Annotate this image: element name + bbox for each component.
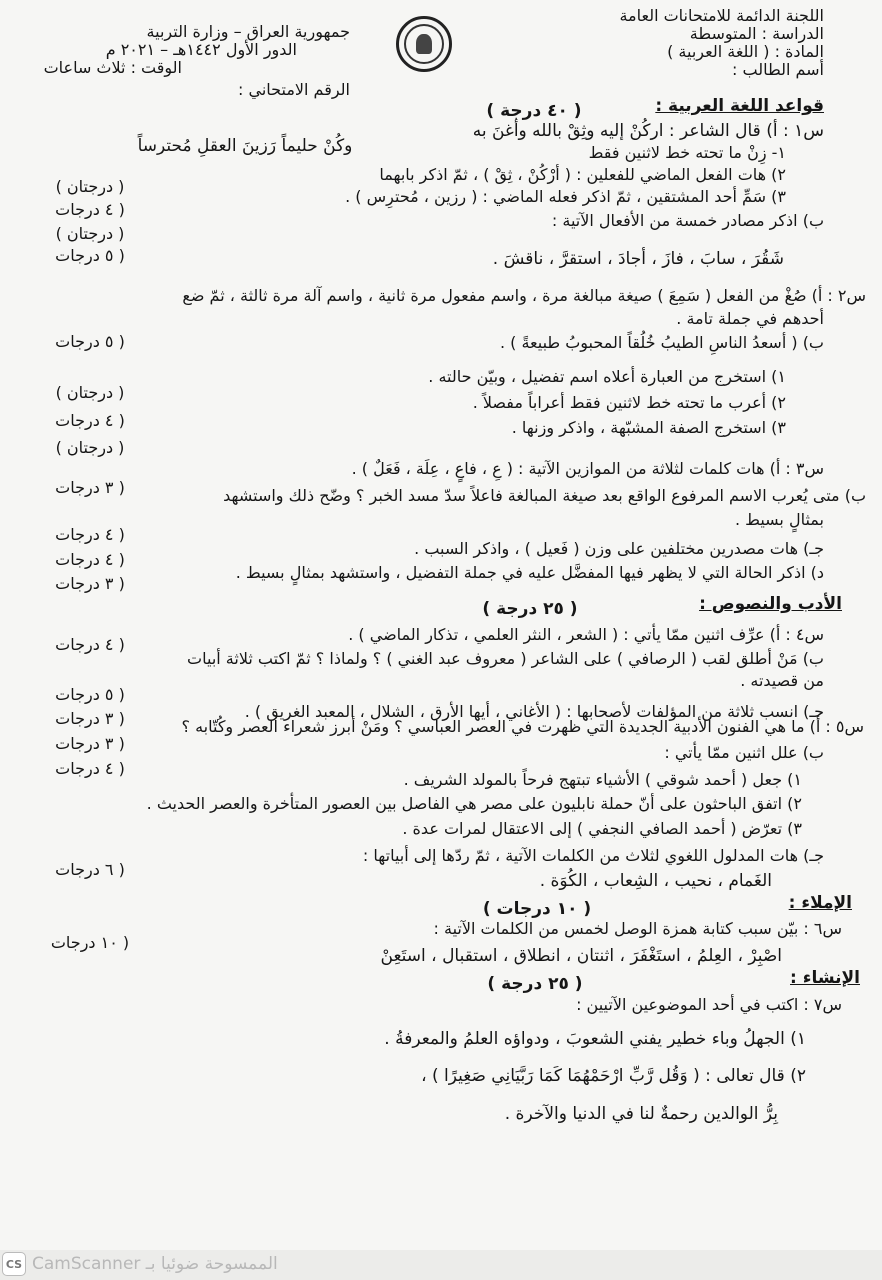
q4-a: س٤ : أ) عرِّف اثنين ممّا يأتي : ( الشعر ، النثر العلمي ، تذكار الماضي ) . <box>348 625 824 644</box>
q2-mark-4: ( درجتان ) <box>55 438 125 457</box>
q3-a: س٣ : أ) هات كلمات لثلاثة من الموازين الآتية : ( عِ ، فاعٍ ، عِلَة ، فَعَلٌ ) . <box>351 459 824 478</box>
q3-c: جـ) هات مصدرين مختلفين على وزن ( فَعيل ) ، واذكر السبب . <box>414 539 824 558</box>
q6-words: اصْبِرْ ، العِلمُ ، استَغْفَرَ ، اثنتان ، انطلاق ، استقبال ، استَعِنْ <box>380 946 782 966</box>
camscanner-watermark: الممسوحة ضوئيا بـ CamScanner <box>32 1254 278 1274</box>
q2-mark-2: ( درجتان ) <box>55 383 125 402</box>
q1-part2: ٢) هات الفعل الماضي للفعلين : ( أرْكُنْ ، ثِقْ ) ، ثمّ اذكر بابهما <box>379 165 786 184</box>
q5-mark-1: ( ٣ درجات <box>55 734 125 753</box>
header-committee: اللجنة الدائمة للامتحانات العامة <box>619 6 824 25</box>
camscanner-logo-icon: CS <box>2 1252 26 1276</box>
q1-part3: ٣) سَمِّ أحد المشتقين ، ثمّ اذكر فعله الماضي : ( رزين ، مُحترِس ) . <box>345 187 786 206</box>
q7-topic2-line2: بِرُّ الوالدين رحمةٌ لنا في الدنيا والآخرة . <box>504 1104 778 1124</box>
q4-b-line2: من قصيدته . <box>740 671 824 690</box>
q3-mark-1: ( ٣ درجات <box>55 478 125 497</box>
q5-b3: ٣) تعرّض ( أحمد الصافي النجفي ) إلى الاعتقال لمرات عدة . <box>402 819 802 838</box>
q2-mark-3: ( ٤ درجات <box>55 411 125 430</box>
grammar-marks: ( ٤٠ درجة ) <box>486 101 582 121</box>
header-republic: جمهورية العراق – وزارة التربية <box>146 22 350 41</box>
q6-mark: ( ١٠ درجات <box>50 933 130 952</box>
q7-stem: س٧ : اكتب في أحد الموضوعين الآتيين : <box>576 995 842 1014</box>
q1-verse: وكُنْ حليماً رَزينَ العقلِ مُحترساً <box>137 136 353 156</box>
dictation-marks: ( ١٠ درجات ) <box>482 899 592 919</box>
q1-mark-3: ( درجتان ) <box>55 224 125 243</box>
q1-mark-4: ( ٥ درجات <box>55 246 125 265</box>
q2-mark-1: ( ٥ درجات <box>55 332 125 351</box>
q3-mark-3: ( ٤ درجات <box>55 550 125 569</box>
q2-b: ب) ( أسعدُ الناسِ الطيبُ خُلُقاً المحبوبُ طبيعةً ) . <box>499 333 824 352</box>
header-session: الدور الأول ١٤٤٢هـ – ٢٠٢١ م <box>105 40 297 59</box>
q1-mark-2: ( ٤ درجات <box>55 200 125 219</box>
q4-mark-2: ( ٥ درجات <box>55 685 125 704</box>
q5-c-words: الغَمام ، نحيب ، الشِعاب ، الكُوَة . <box>539 871 772 891</box>
q3-b-line1: ب) متى يُعرب الاسم المرفوع الواقع بعد صيغة المبالغة فاعلاً سدّ مسد الخبر ؟ وضّح ذلك واستشهد <box>223 486 866 505</box>
q1-b: ب) اذكر مصادر خمسة من الأفعال الآتية : <box>551 211 824 230</box>
q2-b2: ٢) أعرب ما تحته خط لاثنين فقط أعراباً مفصلاً . <box>472 393 786 412</box>
q5-c: جـ) هات المدلول اللغوي لثلاث من الكلمات الآتية ، ثمّ ردّها إلى أبياتها : <box>362 846 824 865</box>
q1-b-words: شَقُرَ ، سابَ ، فازَ ، أجادَ ، استقرَّ ، ناقشَ . <box>492 249 784 269</box>
composition-title: الإنشاء : <box>790 968 860 988</box>
header-level: الدراسة : المتوسطة <box>689 24 824 43</box>
q3-d: د) اذكر الحالة التي لا يظهر فيها المفضَّل عليه في جملة التفضيل ، واستشهد بمثالٍ بسيط . <box>235 563 824 582</box>
header-time: الوقت : ثلاث ساعات <box>43 58 182 77</box>
q6-stem: س٦ : بيّن سبب كتابة همزة الوصل لخمس من الكلمات الآتية : <box>433 919 842 938</box>
q1-part1: ١- زِنْ ما تحته خط لاثنين فقط <box>588 143 786 162</box>
q1-mark-1: ( درجتان ) <box>55 177 125 196</box>
q3-mark-2: ( ٤ درجات <box>55 525 125 544</box>
q4-mark-3: ( ٣ درجات <box>55 709 125 728</box>
dictation-title: الإملاء : <box>788 893 852 913</box>
q5-mark-3: ( ٦ درجات <box>55 860 125 879</box>
q2-a-line1: س٢ : أ) صُغْ من الفعل ( سَمِعَ ) صيغة مبالغة مرة ، واسم مفعول مرة ثانية ، واسم آلة مرة ثالثة ، ثمّ ضع <box>182 286 866 305</box>
literature-marks: ( ٢٥ درجة ) <box>482 599 578 619</box>
exam-number-label: الرقم الامتحاني : <box>238 80 350 99</box>
q5-a: س٥ : أ) ما هي الفنون الأدبية الجديدة التي ظهرت في العصر العباسي ؟ ومَنْ أبرز شعراء العصر وكُتّابه ؟ <box>181 717 864 736</box>
q2-b3: ٣) استخرج الصفة المشبّهة ، واذكر وزنها . <box>511 418 786 437</box>
q4-c: جـ) انسب ثلاثة من المؤلفات لأصحابها : ( الأغاني ، أيها الأرق ، الشلال ، المعبد الغريق ) . <box>244 702 824 721</box>
q5-b2: ٢) اتفق الباحثون على أنّ حملة نابليون على مصر هي الفاصل بين العصور المتأخرة والعصر الحديث . <box>146 794 802 813</box>
composition-marks: ( ٢٥ درجة ) <box>487 974 583 994</box>
q4-mark-1: ( ٤ درجات <box>55 635 125 654</box>
header-subject: المادة : ( اللغة العربية ) <box>667 42 824 61</box>
q5-mark-2: ( ٤ درجات <box>55 759 125 778</box>
q2-b1: ١) استخرج من العبارة أعلاه اسم تفضيل ، وبيّن حالته . <box>428 367 786 386</box>
ministry-logo-icon <box>396 16 452 72</box>
q5-b: ب) علل اثنين ممّا يأتي : <box>664 743 824 762</box>
q7-topic1: ١) الجهلُ وباء خطير يفني الشعوبَ ، ودواؤه العلمُ والمعرفةُ . <box>384 1029 806 1049</box>
q1-stem: س١ : أ) قال الشاعر : اركُنْ إليه وثِقْ بالله وأغنَ به <box>472 121 824 141</box>
q2-a-line2: أحدهم في جملة تامة . <box>676 309 824 328</box>
literature-title: الأدب والنصوص : <box>699 594 842 614</box>
q7-topic2: ٢) قال تعالى : ( وَقُل رَّبِّ ارْحَمْهُمَا كَمَا رَبَّيَانِي صَغِيرًا ) ، <box>421 1066 806 1086</box>
q5-b1: ١) جعل ( أحمد شوقي ) الأشياء تبتهج فرحاً بالمولد الشريف . <box>403 770 802 789</box>
grammar-title: قواعد اللغة العربية : <box>655 96 824 116</box>
q3-mark-4: ( ٣ درجات <box>55 574 125 593</box>
q3-b-line2: بمثالٍ بسيط . <box>734 510 824 529</box>
q4-b-line1: ب) مَنْ أطلق لقب ( الرصافي ) على الشاعر ( معروف عبد الغني ) ؟ ولماذا ؟ ثمّ اكتب ثلاثة أبيات <box>187 649 824 668</box>
header-student-name: أسم الطالب : <box>732 60 824 79</box>
